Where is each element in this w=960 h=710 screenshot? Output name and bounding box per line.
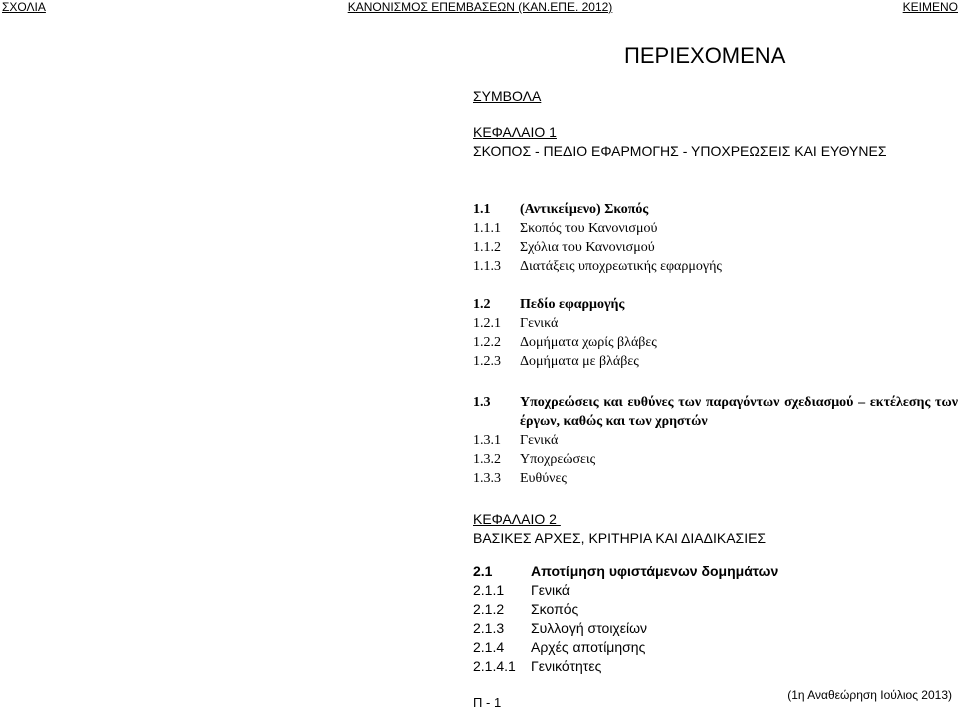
toc-entry-text: Αποτίμηση υφιστάμενων δομημάτων: [531, 563, 779, 579]
symbols-heading: ΣΥΜΒΟΛΑ: [473, 88, 542, 104]
toc-entry-number: 1.3: [473, 395, 491, 410]
header-center-title: ΚΑΝΟΝΙΣΜΟΣ ΕΠΕΜΒΑΣΕΩΝ (ΚΑΝ.ΕΠΕ. 2012): [347, 0, 613, 14]
toc-entry-text: Υποχρεώσεις και ευθύνες των παραγόντων σχεδιασμού – εκτέλεσης των έργων, καθώς και των χρηστών: [520, 395, 958, 429]
toc-entry-number: 2.1.3: [473, 620, 505, 636]
toc-entry-text: Σκοπός του Κανονισμού: [520, 221, 658, 236]
toc-entry-number: 2.1.4: [473, 639, 505, 655]
toc-entry-number: 1.1.3: [473, 259, 501, 274]
page-header: [0, 0, 960, 16]
header-left-label: ΣΧΟΛΙΑ: [2, 0, 46, 14]
chapter-1-label: ΚΕΦΑΛΑΙΟ 1: [473, 124, 557, 140]
toc-entry-text: (Αντικείμενο) Σκοπός: [520, 202, 649, 217]
chapter-2-title: ΒΑΣΙΚΕΣ ΑΡΧΕΣ, ΚΡΙΤΗΡΙΑ ΚΑΙ ΔΙΑΔΙΚΑΣΙΕΣ: [473, 530, 767, 546]
page-number: Π - 1: [473, 695, 502, 710]
toc-entry-number: 2.1: [473, 563, 493, 579]
toc-entry-number: 1.3.3: [473, 471, 501, 486]
toc-entry-text: Αρχές αποτίμησης: [531, 639, 646, 655]
toc-entry-text: Ευθύνες: [520, 471, 567, 486]
toc-entry-number: 2.1.1: [473, 582, 505, 598]
toc-entry-text: Δομήματα χωρίς βλάβες: [520, 335, 657, 350]
revision-note: (1η Αναθεώρηση Ιούλιος 2013): [787, 688, 952, 702]
toc-entry-number: 1.2.3: [473, 354, 501, 369]
toc-entry-text: Πεδίο εφαρμογής: [520, 297, 625, 312]
toc-entry-text: Γενικά: [531, 582, 570, 598]
toc-entry-number: 1.2: [473, 297, 491, 312]
toc-entry-number: 2.1.2: [473, 601, 505, 617]
toc-entry-text: Σχόλια του Κανονισμού: [520, 240, 655, 255]
toc-entry-number: 1.1.1: [473, 221, 501, 236]
toc-entry-text: Συλλογή στοιχείων: [531, 620, 648, 636]
toc-entry-text: Γενικά: [520, 433, 559, 448]
chapter-1-title: ΣΚΟΠΟΣ - ΠΕΔΙΟ ΕΦΑΡΜΟΓΗΣ - ΥΠΟΧΡΕΩΣΕΙΣ ΚΑΙ ΕΥΘΥΝΕΣ: [473, 143, 887, 159]
toc-entry-number: 1.2.1: [473, 316, 501, 331]
chapter-1-heading: [473, 123, 913, 161]
toc-entry-number: 1.1: [473, 202, 491, 217]
toc-entry-number: 1.3.1: [473, 433, 501, 448]
toc-entry-number: 1.2.2: [473, 335, 501, 350]
toc-entry-1-3: [473, 393, 958, 431]
toc-entry-number: 1.1.2: [473, 240, 501, 255]
toc-entry-text: Σκοπός: [531, 601, 579, 617]
toc-entry-text: Γενικά: [520, 316, 559, 331]
chapter-2-label: ΚΕΦΑΛΑΙΟ 2: [473, 511, 561, 527]
page-title: ΠΕΡΙΕΧΟΜΕΝΑ: [624, 43, 786, 68]
toc-entry-text: Δομήματα με βλάβες: [520, 354, 639, 369]
toc-entry-text: Υποχρεώσεις: [520, 452, 596, 467]
chapter-2-heading: [473, 510, 873, 548]
toc-entry-text: Γενικότητες: [531, 658, 602, 674]
toc-entry-number: 1.3.2: [473, 452, 501, 467]
header-right-label: ΚΕΙΜΕΝΟ: [902, 0, 958, 14]
toc-entry-text: Διατάξεις υποχρεωτικής εφαρμογής: [520, 259, 722, 274]
toc-entry-number: 2.1.4.1: [473, 658, 516, 674]
